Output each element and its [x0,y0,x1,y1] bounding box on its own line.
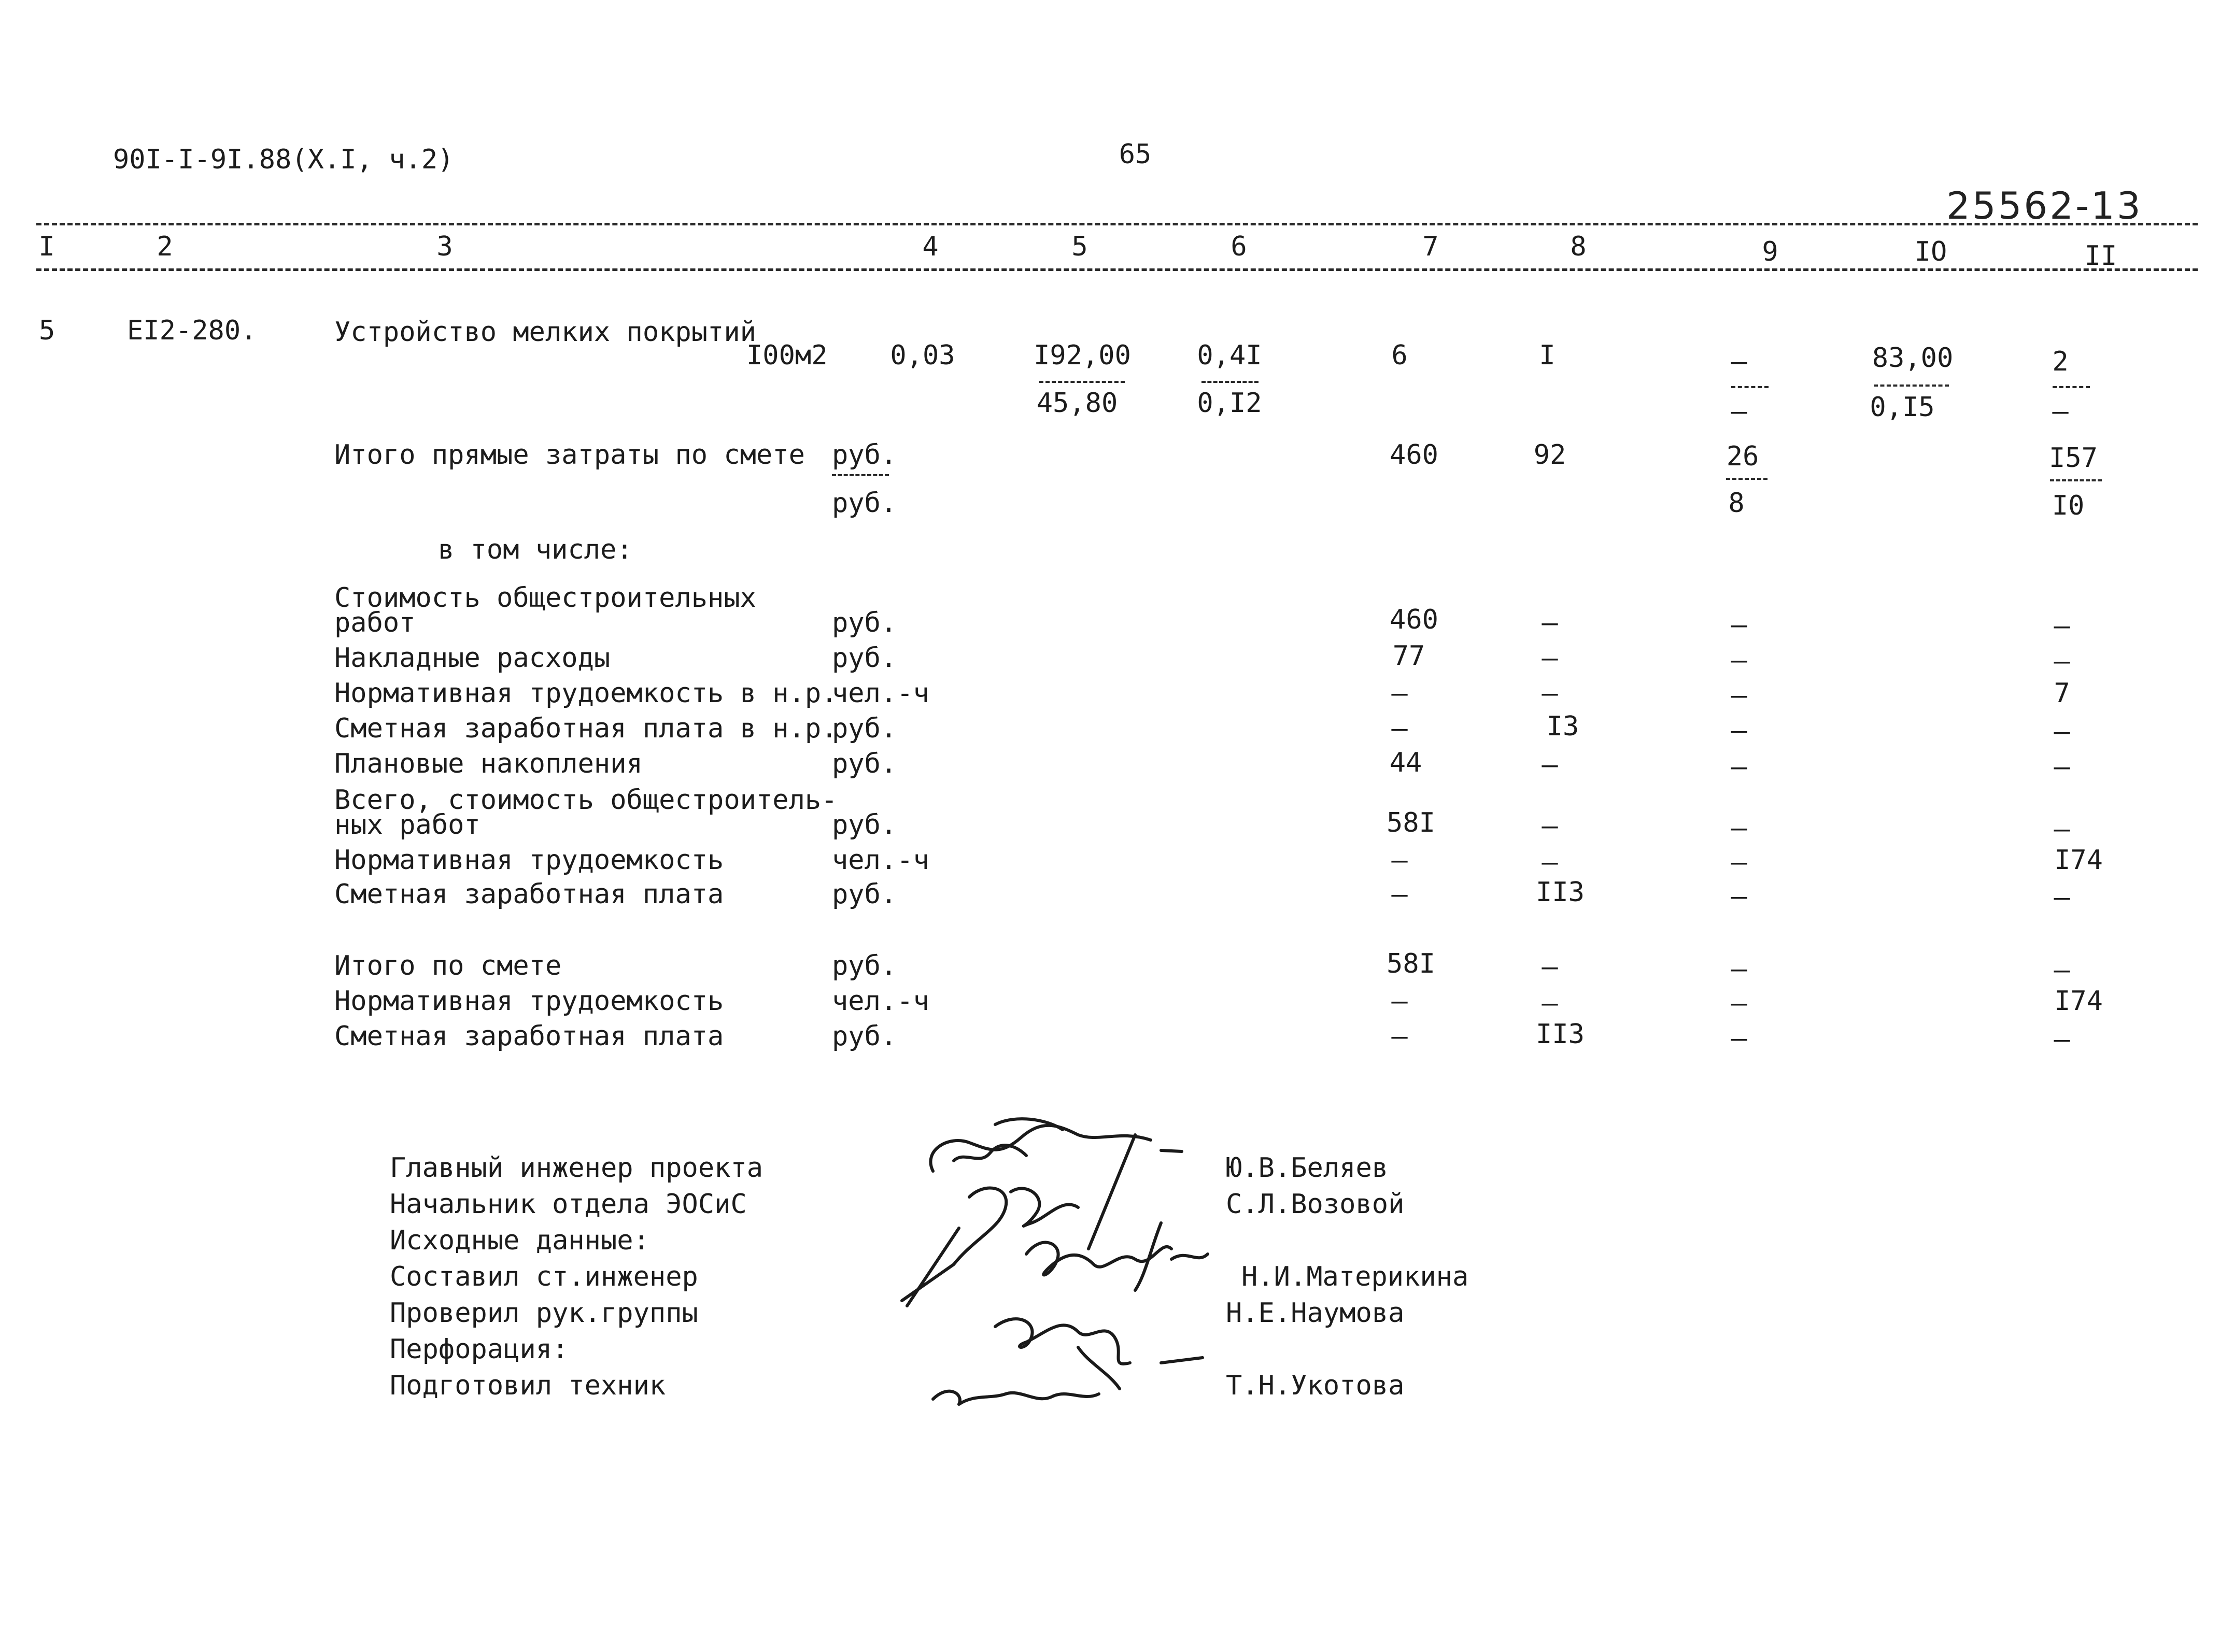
c9-value: – [1731,988,1747,1019]
c7-value: – [1391,713,1408,744]
row-unit: руб. [832,607,897,638]
c11-value: I74 [2054,845,2103,876]
c5-top: I92,00 [1034,340,1131,371]
c11-value: – [2054,610,2070,642]
c11-value: – [2054,814,2070,845]
c9-value: – [1731,847,1747,878]
fraction-bar [1201,381,1259,383]
c11-value: – [2054,646,2070,677]
c7-value: 6 [1391,340,1408,371]
row-label-continuation: работ [334,607,416,638]
c11-top: I57 [2049,443,2098,474]
unit-top: руб. [832,439,897,471]
fraction-bar [2053,386,2090,388]
c7-value: 58I [1387,807,1435,838]
column-header: 6 [1231,231,1247,262]
c9-value: – [1731,953,1747,985]
row-unit: руб. [832,879,897,910]
c9-value: – [1731,680,1747,711]
c8-value: – [1542,847,1558,878]
unit-bottom: руб. [832,488,897,519]
c11-value: I74 [2054,986,2103,1017]
signatory-role: Составил ст.инженер [390,1261,698,1292]
signatory-role: Исходные данные: [390,1225,649,1256]
c8-value: – [1542,678,1558,709]
c7-value: – [1391,1021,1408,1052]
row-unit: руб. [832,713,897,744]
c8-value: – [1542,951,1558,982]
signatory-name: Н.И.Материкина [1241,1261,1469,1292]
signatory-name: Т.Н.Укотова [1226,1370,1405,1401]
fraction-bar [1874,384,1949,387]
column-header: I [38,231,55,262]
column-header: IO [1914,236,1947,267]
row-label-continuation: ных работ [334,809,480,841]
c7-value: – [1391,986,1408,1017]
c8-value: 92 [1533,439,1566,471]
signatory-name: Н.Е.Наумова [1226,1298,1405,1329]
c11-value: – [2054,751,2070,782]
page-number: 65 [1119,139,1152,170]
handwritten-signatures [892,1093,1462,1415]
c11-value: 7 [2054,678,2070,709]
c11-value: – [2054,882,2070,913]
row-label: Сметная заработная плата [334,879,724,910]
row-unit: руб. [832,809,897,841]
row-label: Сметная заработная плата в н.р. [334,713,838,744]
c8-value: II3 [1536,1019,1585,1050]
c8-value: – [1542,988,1558,1019]
fraction-bar [2050,479,2102,481]
c10-bottom: 0,I5 [1870,392,1935,423]
row-unit: руб. [832,1021,897,1052]
document-code: 90I-I-9I.88(X.I, ч.2) [113,144,454,175]
row-label: Итого прямые затраты по смете [334,439,805,471]
c8-value: II3 [1536,877,1585,908]
column-header: 9 [1762,236,1778,267]
row-label: Стоимость общестроительных [334,582,756,614]
header-rule-top [36,223,2198,225]
signatory-role: Подготовил техник [390,1370,666,1401]
c11-value: – [2054,716,2070,747]
row-label: Плановые накопления [334,748,643,779]
row-label: Нормативная трудоемкость в н.р. [334,678,838,709]
c6-top: 0,4I [1197,340,1262,371]
c7-value: 77 [1392,640,1425,672]
row-unit: руб. [832,950,897,981]
c7-value: 460 [1390,604,1438,635]
row-unit: чел.-ч [832,986,929,1017]
signatory-role: Перфорация: [390,1334,569,1365]
header-rule-bottom [36,268,2198,271]
c8-value: – [1542,643,1558,674]
signatory-role: Проверил рук.группы [390,1298,698,1329]
row-unit: чел.-ч [832,678,929,709]
c9-value: – [1731,609,1747,640]
c11-top: 2 [2052,346,2069,377]
item-unit: I00м2 [746,340,828,371]
column-header: 7 [1422,231,1439,262]
item-code: ЕI2-280. [127,315,257,346]
subheading: в том числе: [438,534,633,565]
c11-bottom: I0 [2052,490,2085,521]
c11-value: – [2054,955,2070,986]
c9-top: – [1731,346,1747,377]
c7-value: 58I [1387,948,1435,979]
row-label: Сметная заработная плата [334,1021,724,1052]
fraction-bar [832,474,889,476]
row-unit: чел.-ч [832,845,929,876]
c9-value: – [1731,751,1747,782]
column-header: II [2084,240,2117,272]
c9-bottom: 8 [1728,488,1745,519]
c8-value: – [1542,810,1558,842]
c9-value: – [1731,881,1747,912]
fraction-bar [1731,386,1769,388]
c9-top: 26 [1726,441,1759,472]
c7-value: – [1391,879,1408,910]
c11-bottom: – [2052,396,2069,427]
c7-value: 460 [1390,439,1438,471]
item-number: 5 [39,315,55,346]
c9-value: – [1731,715,1747,746]
column-header: 5 [1071,231,1088,262]
row-unit: руб. [832,748,897,779]
c7-value: – [1391,845,1408,876]
column-header: 8 [1570,231,1587,262]
c7-value: 44 [1389,747,1422,778]
signatory-role: Начальник отдела ЭОСиС [390,1189,747,1220]
signatory-name: С.Л.Возовой [1226,1189,1405,1220]
c9-value: – [1731,813,1747,844]
row-label: Накладные расходы [334,643,611,674]
c8-value: I3 [1546,711,1579,742]
row-label: Нормативная трудоемкость [334,986,724,1017]
c9-value: – [1731,1023,1747,1054]
c11-value: – [2054,1024,2070,1055]
c8-value: – [1542,749,1558,780]
c7-value: – [1391,678,1408,709]
c9-value: – [1731,645,1747,676]
c8-value: – [1542,607,1558,638]
row-unit: руб. [832,643,897,674]
item-name: Устройство мелких покрытий [334,317,756,348]
column-header: 2 [157,231,173,262]
signatory-name: Ю.В.Беляев [1226,1152,1389,1184]
signatory-role: Главный инженер проекта [390,1152,763,1184]
c10-top: 83,00 [1872,343,1954,374]
c5-bottom: 45,80 [1036,388,1118,419]
column-header: 3 [436,231,453,262]
row-label: Всего, стоимость общестроитель- [334,785,838,816]
fraction-bar [1726,478,1768,480]
c6-bottom: 0,I2 [1197,388,1262,419]
column-header: 4 [922,231,939,262]
item-quantity: 0,03 [890,340,955,371]
fraction-bar [1039,381,1125,383]
row-label: Нормативная трудоемкость [334,845,724,876]
row-label: Итого по смете [334,950,562,981]
archive-stamp-number: 25562-13 [1946,184,2143,227]
c8-value: I [1539,340,1556,371]
c9-bottom: – [1731,396,1747,427]
